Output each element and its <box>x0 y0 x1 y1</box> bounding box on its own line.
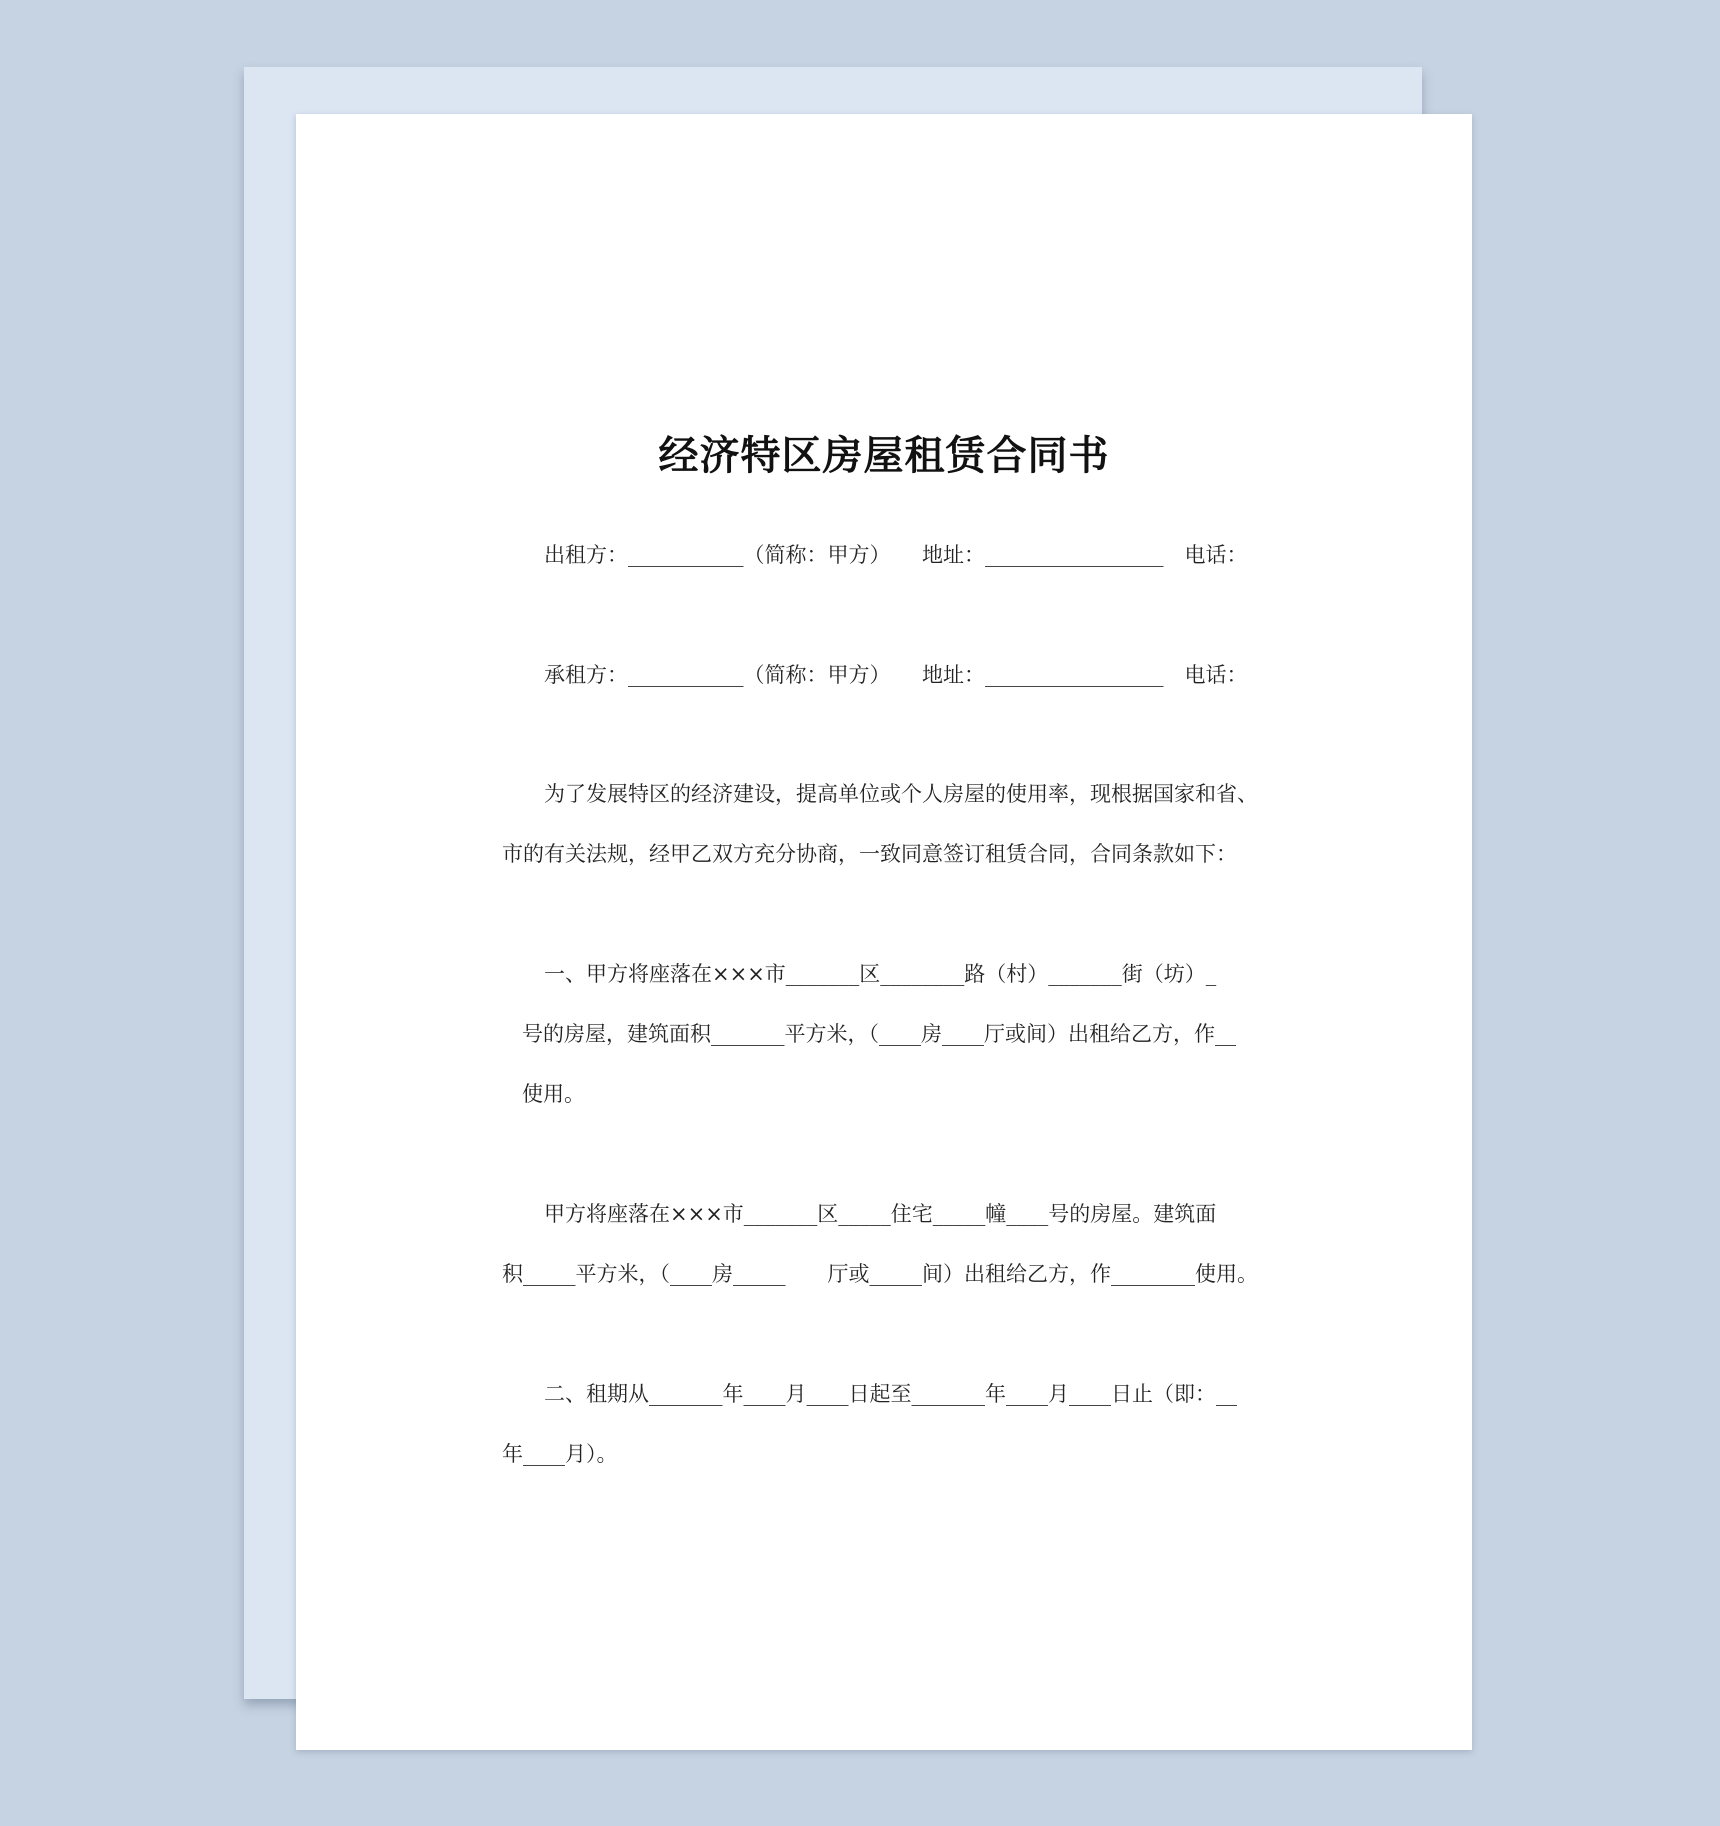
preamble-line-1: 为了发展特区的经济建设，提高单位或个人房屋的使用率，现根据国家和省、 <box>544 782 1258 806</box>
lessor-line: 出租方：___________（简称：甲方） 地址：_________________ 电话： <box>544 543 1248 567</box>
lessee-line: 承租方：___________（简称：甲方） 地址：_________________ 电话： <box>544 663 1248 687</box>
clause-1-line-1: 一、甲方将座落在×××市_______区________路（村）_______街（坊）_ <box>544 962 1217 986</box>
clause-1-line-2: 号的房屋，建筑面积_______平方米，（____房____厅或间）出租给乙方，作__ <box>522 1022 1236 1046</box>
document-page <box>296 114 1472 1750</box>
document-title: 经济特区房屋租赁合同书 <box>658 433 1110 479</box>
clause-1-line-3: 使用。 <box>522 1082 585 1106</box>
preamble-line-2: 市的有关法规，经甲乙双方充分协商，一致同意签订租赁合同，合同条款如下： <box>502 842 1237 866</box>
clause-2-line-1: 二、租期从_______年____月____日起至_______年____月____日止（即：__ <box>544 1382 1237 1406</box>
clause-1b-line-2: 积_____平方米，（____房_____ 厅或_____间）出租给乙方，作________使用。 <box>502 1262 1258 1286</box>
clause-2-line-2: 年____月）。 <box>502 1442 618 1466</box>
clause-1b-line-1: 甲方将座落在×××市_______区_____住宅_____幢____号的房屋。建筑面 <box>544 1202 1217 1226</box>
